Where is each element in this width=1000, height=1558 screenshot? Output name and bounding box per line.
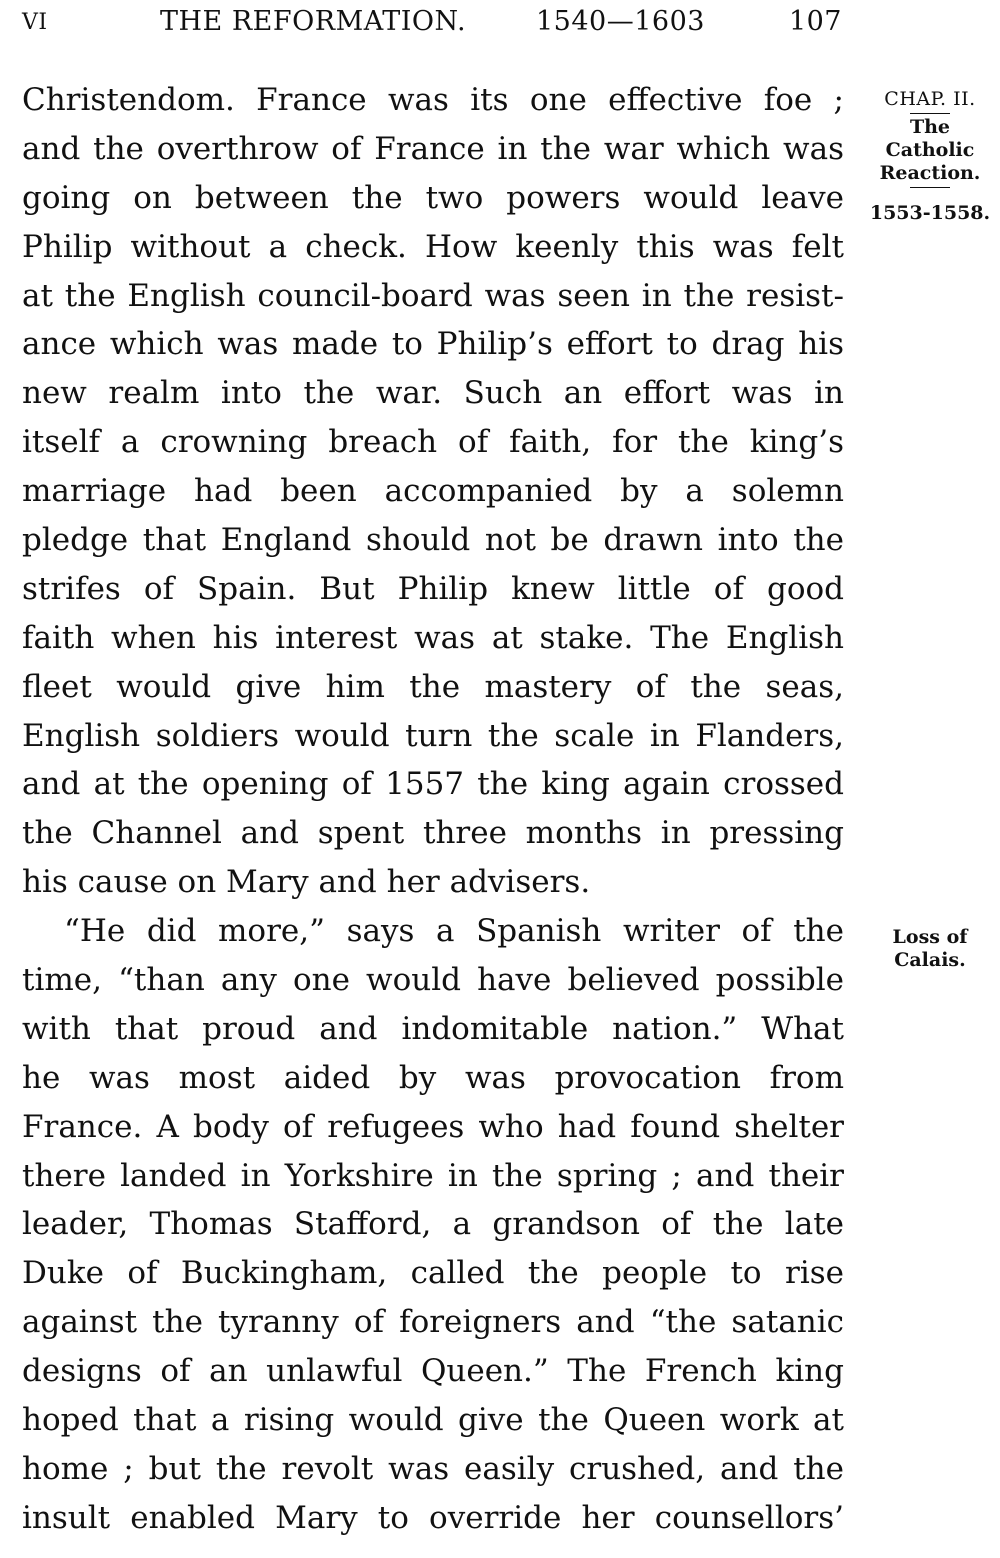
text-line: the Channel and spent three months in pressing	[22, 815, 844, 852]
text-line: and the overthrow of France in the war which was	[22, 130, 844, 167]
text-line: ance which was made to Philip’s effort to drag his	[22, 326, 844, 363]
text-line: at the English council-board was seen in the resist-	[22, 277, 844, 314]
page-number: 107	[788, 6, 842, 37]
text-line: against the tyranny of foreigners and “the satanic	[22, 1304, 844, 1341]
text-line: strifes of Spain. But Philip knew little of good	[22, 570, 844, 607]
text-line: new realm into the war. Such an effort was in	[22, 375, 844, 412]
text-line: Philip without a check. How keenly this was felt	[22, 228, 844, 265]
text-line: fleet would give him the mastery of the seas,	[22, 668, 844, 705]
sidenote-line: Calais.	[894, 949, 966, 971]
divider	[910, 113, 950, 114]
text-line: time, “than any one would have believed possible	[22, 962, 844, 999]
text-line: marriage had been accompanied by a solemn	[22, 473, 844, 510]
text-line: English soldiers would turn the scale in Flanders,	[22, 717, 844, 754]
running-header	[22, 6, 842, 42]
text-line: insult enabled Mary to override her counsellors’	[22, 1499, 844, 1536]
sidenote-line: Loss of	[892, 926, 968, 948]
topic-line: Catholic	[885, 139, 975, 161]
text-line: his cause on Mary and her advisers.	[22, 864, 591, 901]
text-line: and at the opening of 1557 the king again crossed	[22, 766, 844, 803]
text-line: going on between the two powers would leave	[22, 179, 844, 216]
date-range: 1553-1558.	[869, 202, 991, 224]
text-line: he was most aided by was provocation from	[22, 1059, 844, 1096]
text-line: designs of an unlawful Queen.” The French king	[22, 1353, 844, 1390]
topic-line: The	[909, 116, 951, 138]
text-line: France. A body of refugees who had found shelter	[22, 1108, 844, 1145]
text-line: Duke of Buckingham, called the people to rise	[22, 1255, 844, 1292]
text-line: faith when his interest was at stake. The English	[22, 619, 844, 656]
section-numeral: VI	[22, 10, 48, 35]
text-line: itself a crowning breach of faith, for the king’s	[22, 424, 844, 461]
chapter-label: CHAP. II.	[884, 88, 976, 110]
text-line: home ; but the revolt was easily crushed, and the	[22, 1450, 844, 1487]
sidenote-chapter	[866, 88, 994, 225]
running-title: THE REFORMATION.	[160, 6, 467, 37]
text-line: pledge that England should not be drawn into the	[22, 522, 844, 559]
text-line: “He did more,” says a Spanish writer of the	[64, 913, 844, 950]
running-years: 1540—1603	[536, 6, 705, 37]
text-line: hoped that a rising would give the Queen work at	[22, 1402, 844, 1439]
divider	[910, 187, 950, 188]
text-line: Christendom. France was its one effective foe ;	[22, 82, 844, 118]
text-line: with that proud and indomitable nation.” What	[22, 1010, 844, 1047]
text-line: there landed in Yorkshire in the spring ; and their	[22, 1157, 844, 1194]
sidenote-loss-of-calais	[866, 926, 994, 972]
body-text	[22, 76, 844, 1543]
text-line: leader, Thomas Stafford, a grandson of the late	[22, 1206, 844, 1243]
topic-line: Reaction.	[879, 162, 981, 184]
